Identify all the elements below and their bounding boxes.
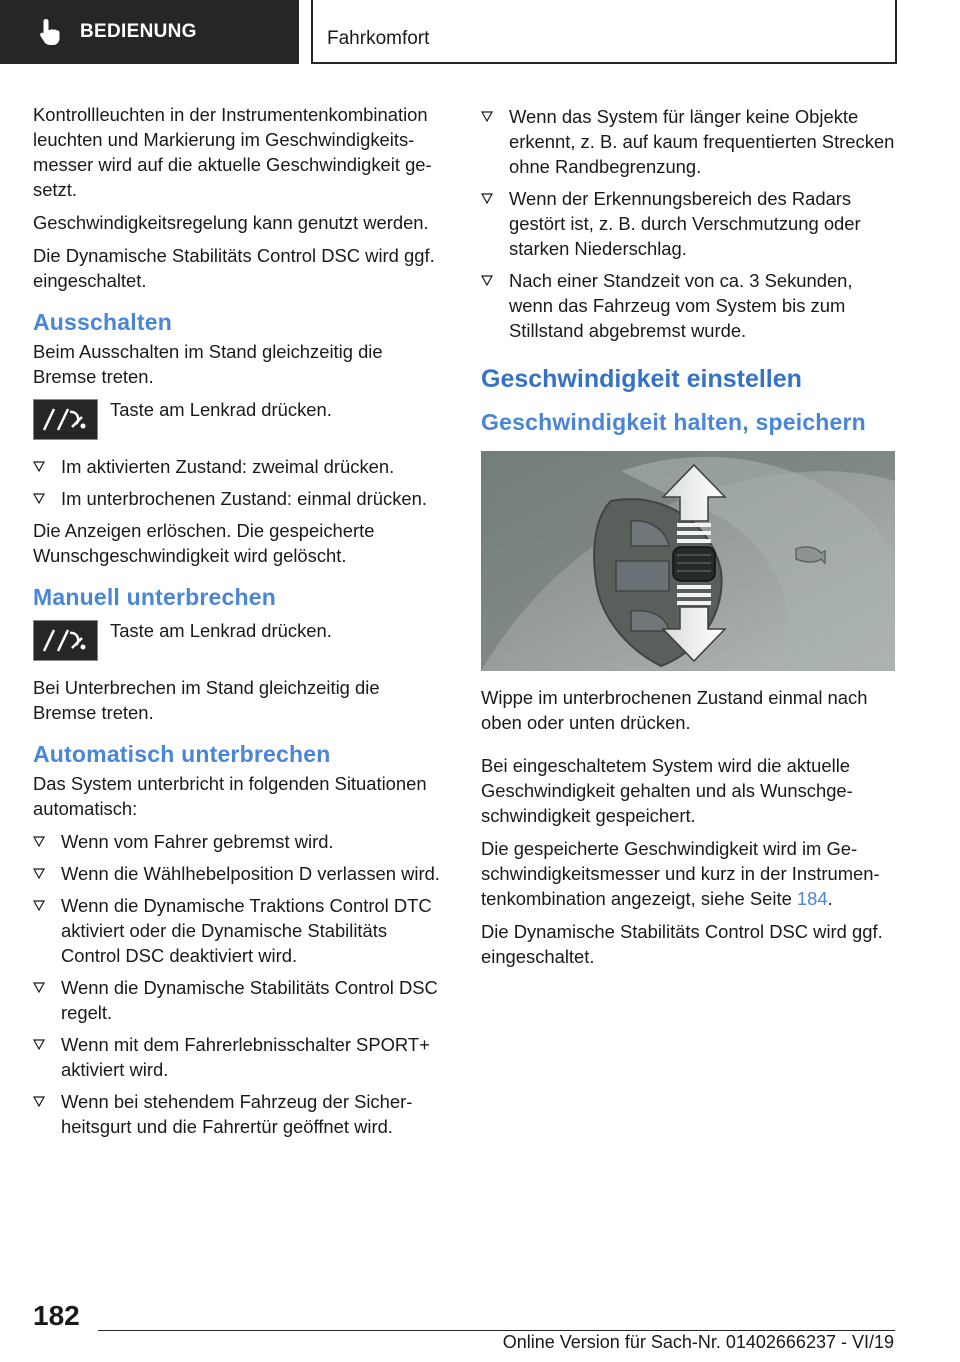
cruise-control-button-icon bbox=[33, 399, 98, 440]
heading-automatisch: Automatisch unterbrechen bbox=[33, 741, 331, 767]
list-item: Wenn mit dem Fahrerlebnisschalter SPORT+ aktiviert wird. bbox=[33, 1032, 448, 1082]
triangle-bullet-icon bbox=[481, 275, 493, 286]
list-item: Im unterbrochenen Zustand: einmal drücken. bbox=[33, 486, 448, 511]
paragraph: Wippe im unterbrochenen Zustand einmal nach oben oder unten drücken. bbox=[481, 687, 868, 733]
footer-version-text: Online Version für Sach-Nr. 01402666237 - VI/19 bbox=[502, 1332, 894, 1352]
heading-manuell: Manuell unterbrechen bbox=[33, 584, 276, 610]
list-item: Wenn bei stehendem Fahrzeug der Sicherheitsgurt und die Fahrertür geöffnet wird. bbox=[33, 1089, 448, 1139]
page-footer bbox=[0, 1300, 960, 1362]
triangle-bullet-icon bbox=[481, 111, 493, 122]
paragraph: Geschwindigkeitsregelung kann genutzt werden. bbox=[33, 212, 429, 233]
icon-caption: Taste am Lenkrad drücken. bbox=[110, 620, 332, 641]
list-item: Wenn der Erkennungsbereich des Radars gestört ist, z. B. durch Verschmutzung oder starken Niederschlag. bbox=[481, 186, 897, 261]
triangle-bullet-icon bbox=[33, 900, 45, 911]
list-press bbox=[33, 454, 448, 511]
heading-ausschalten: Ausschalten bbox=[33, 309, 172, 335]
page-reference-link[interactable]: 184 bbox=[796, 888, 828, 909]
triangle-bullet-icon bbox=[481, 193, 493, 204]
list-item: Wenn die Wählhebelposition D verlassen wird. bbox=[33, 861, 448, 886]
icon-caption: Taste am Lenkrad drücken. bbox=[110, 399, 332, 420]
paragraph: Bei Unterbrechen im Stand gleichzeitig die Bremse treten. bbox=[33, 677, 380, 723]
page-header bbox=[0, 0, 960, 66]
list-item: Nach einer Standzeit von ca. 3 Sekunden, wenn das Fahrzeug vom System bis zum Stillstand abgebremst wurde. bbox=[481, 268, 897, 343]
triangle-bullet-icon bbox=[33, 1039, 45, 1050]
triangle-bullet-icon bbox=[33, 493, 45, 504]
list-item: Wenn die Dynamische Traktions Control DTC aktiviert oder die Dynamische Stabilitäts Control DSC deaktiviert wird. bbox=[33, 893, 448, 968]
footer-divider bbox=[98, 1330, 895, 1331]
heading-halten-speichern: Geschwindigkeit halten, speichern bbox=[481, 409, 866, 435]
section-label: BEDIENUNG bbox=[80, 21, 197, 42]
triangle-bullet-icon bbox=[33, 1096, 45, 1107]
paragraph: Bei eingeschaltetem System wird die aktuelle Geschwindigkeit gehalten und als Wunschgeschwindigkeit gespeichert. bbox=[481, 755, 853, 826]
paragraph: Kontrollleuchten in der Instrumentenkombination leuchten und Markierung im Geschwindigkeitsmesser wird auf die aktuelle Geschwindigkeit gesetzt. bbox=[33, 104, 432, 200]
page-number: 182 bbox=[33, 1300, 80, 1331]
chapter-tab[interactable] bbox=[311, 0, 897, 64]
heading-geschwindigkeit-einstellen: Geschwindigkeit einstellen bbox=[481, 365, 802, 393]
triangle-bullet-icon bbox=[33, 982, 45, 993]
list-automatic bbox=[33, 829, 448, 1139]
triangle-bullet-icon bbox=[33, 868, 45, 879]
right-column bbox=[481, 102, 897, 977]
left-column bbox=[33, 102, 448, 1146]
cruise-control-button-icon bbox=[33, 620, 98, 661]
paragraph: Das System unterbricht in folgenden Situationen automatisch: bbox=[33, 773, 427, 819]
list-automatic-continued bbox=[481, 104, 897, 343]
paragraph: Die Dynamische Stabilitäts Control DSC wird ggf. eingeschaltet. bbox=[33, 245, 435, 291]
list-item: Im aktivierten Zustand: zweimal drücken. bbox=[33, 454, 448, 479]
chapter-label: Fahrkomfort bbox=[327, 28, 430, 49]
hand-pointer-icon bbox=[34, 16, 66, 48]
icon-instruction bbox=[33, 618, 448, 661]
section-tab[interactable] bbox=[0, 0, 299, 64]
icon-instruction bbox=[33, 397, 448, 440]
steering-wheel-rocker-photo bbox=[481, 451, 895, 671]
list-item: Wenn das System für länger keine Objekte erkennt, z. B. auf kaum frequentierten Strecken ohne Randbegrenzung. bbox=[481, 104, 897, 179]
paragraph: Die Dynamische Stabilitäts Control DSC wird ggf. eingeschaltet. bbox=[481, 921, 883, 967]
paragraph: Die gespeicherte Geschwindigkeit wird im Geschwindigkeitsmesser und kurz in der Instrumentenkombination angezeigt, siehe Seite 184. bbox=[481, 838, 880, 909]
list-item: Wenn vom Fahrer gebremst wird. bbox=[33, 829, 448, 854]
list-item: Wenn die Dynamische Stabilitäts Control DSC regelt. bbox=[33, 975, 448, 1025]
paragraph: Beim Ausschalten im Stand gleichzeitig die Bremse treten. bbox=[33, 341, 383, 387]
triangle-bullet-icon bbox=[33, 461, 45, 472]
triangle-bullet-icon bbox=[33, 836, 45, 847]
paragraph: Die Anzeigen erlöschen. Die gespeicherte Wunschgeschwindigkeit wird gelöscht. bbox=[33, 520, 375, 566]
